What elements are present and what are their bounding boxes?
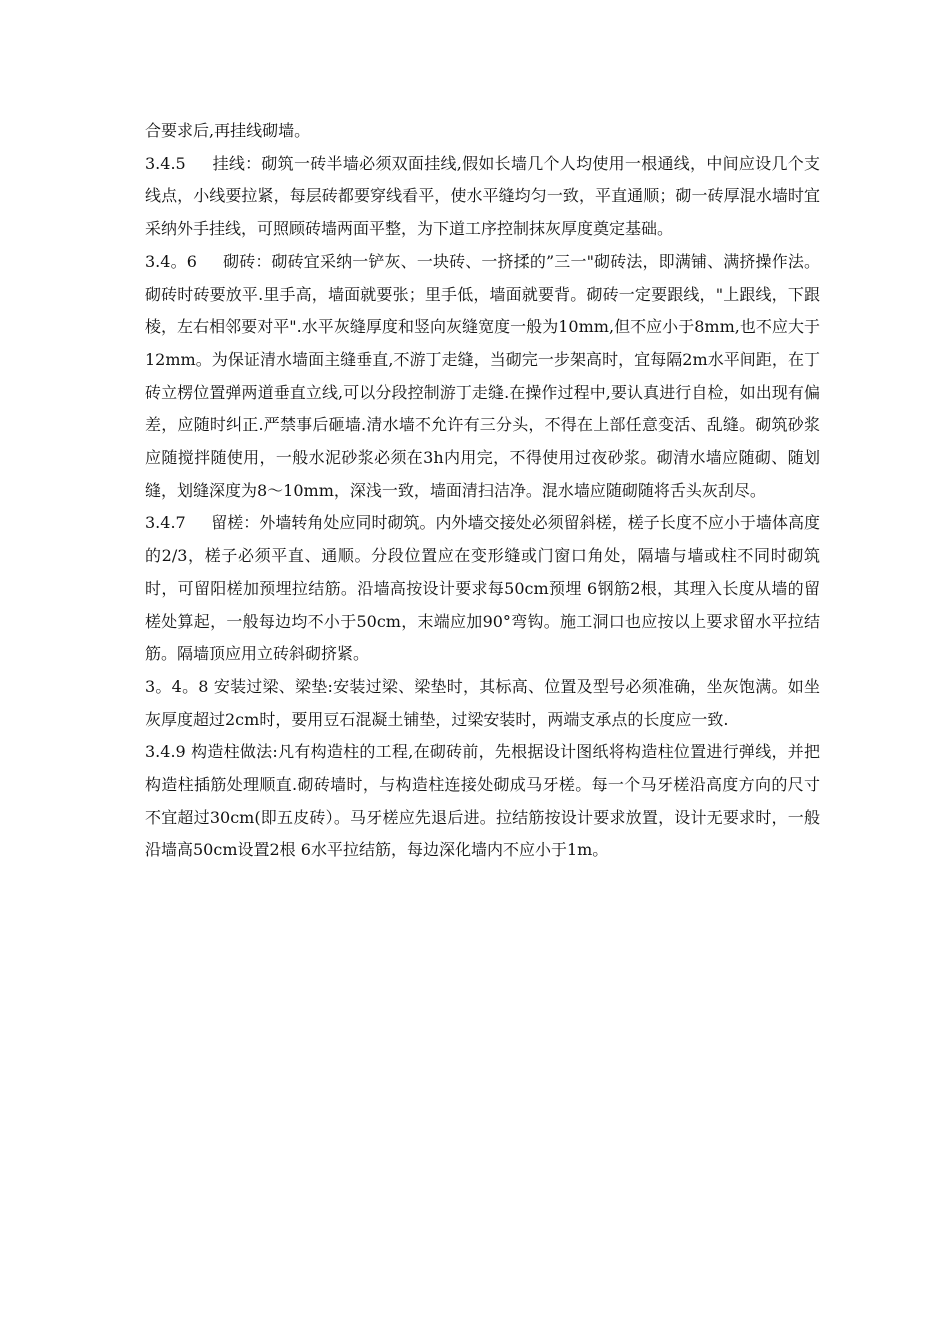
paragraph-text: 挂线：砌筑一砖半墙必须双面挂线,假如长墙几个人均使用一根通线，中间应设几个支线点，小线要拉紧，每层砖都要穿线看平，使水平缝均匀一致，平直通顺；砌一砖厚混水墙时宜采纳外手挂线，可照顾砖墙两面平整，为下道工序控制抹灰厚度奠定基础。 <box>145 153 821 239</box>
paragraph-text: 安装过梁、梁垫:安装过梁、梁垫时，其标高、位置及型号必须准确，坐灰饱满。如坐灰厚度超过2cm时，要用豆石混凝土铺垫，过梁安装时，两端支承点的长度应一致. <box>145 676 820 729</box>
section-number: 3.4.9 <box>145 742 186 762</box>
paragraph-3-4-8 <box>145 671 820 736</box>
paragraph-3-4-6 <box>145 246 820 508</box>
paragraph-text: 砌砖：砌砖宜采纳一铲灰、一块砖、一挤揉的”三一"砌砖法，即满铺、满挤操作法。砌砖时砖要放平.里手高，墙面就要张；里手低，墙面就要背。砌砖一定要跟线，"上跟线，下跟棱，左右相邻要对平".水平灰缝厚度和竖向灰缝宽度一般为10mm,但不应小于8mm,也不应大于12mm。为保证清水墙面主缝垂直,不游丁走缝，当砌完一步架高时，宜每隔2m水平间距，在丁砖立楞位置弹两道垂直立线,可以分段控制游丁走缝.在操作过程中,要认真进行自检，如出现有偏差，应随时纠正.严禁事后砸墙.清水墙不允许有三分头，不得在上部任意变活、乱缝。砌筑砂浆应随搅拌随使用，一般水泥砂浆必须在3h内用完，不得使用过夜砂浆。砌清水墙应随砌、随划缝，划缝深度为8～10mm，深浅一致，墙面清扫洁净。混水墙应随砌随将舌头灰刮尽。 <box>145 251 820 500</box>
document-body <box>145 115 820 867</box>
section-number: 3.4.5 <box>145 153 186 173</box>
paragraph-text: 构造柱做法:凡有构造柱的工程,在砌砖前，先根据设计图纸将构造柱位置进行弹线，并把构造柱插筋处理顺直.砌砖墙时，与构造柱连接处砌成马牙槎。每一个马牙槎沿高度方向的尺寸不宜超过30cm(即五皮砖）。马牙槎应先退后进。拉结筋按设计要求放置，设计无要求时，一般沿墙高50cm设置2根 6水平拉结筋，每边深化墙内不应小于1m。 <box>145 742 820 860</box>
section-number: 3.4。6 <box>145 251 197 271</box>
section-number: 3。4。8 <box>145 676 209 696</box>
paragraph-continuation <box>145 115 820 148</box>
section-number: 3.4.7 <box>145 513 186 533</box>
paragraph-text: 留槎：外墙转角处应同时砌筑。内外墙交接处必须留斜槎，槎子长度不应小于墙体高度的2/3，槎子必须平直、通顺。分段位置应在变形缝或门窗口角处，隔墙与墙或柱不同时砌筑时，可留阳槎加预埋拉结筋。沿墙高按设计要求每50cm预埋 6钢筋2根，其理入长度从墙的留槎处算起，一般每边均不小于50cm，末端应加90°弯钩。施工洞口也应按以上要求留水平拉结筋。隔墙顶应用立砖斜砌挤紧。 <box>145 513 820 664</box>
paragraph-3-4-7 <box>145 507 820 671</box>
paragraph-3-4-9 <box>145 736 820 867</box>
paragraph-text: 合要求后,再挂线砌墙。 <box>145 121 311 140</box>
paragraph-3-4-5 <box>145 148 820 246</box>
